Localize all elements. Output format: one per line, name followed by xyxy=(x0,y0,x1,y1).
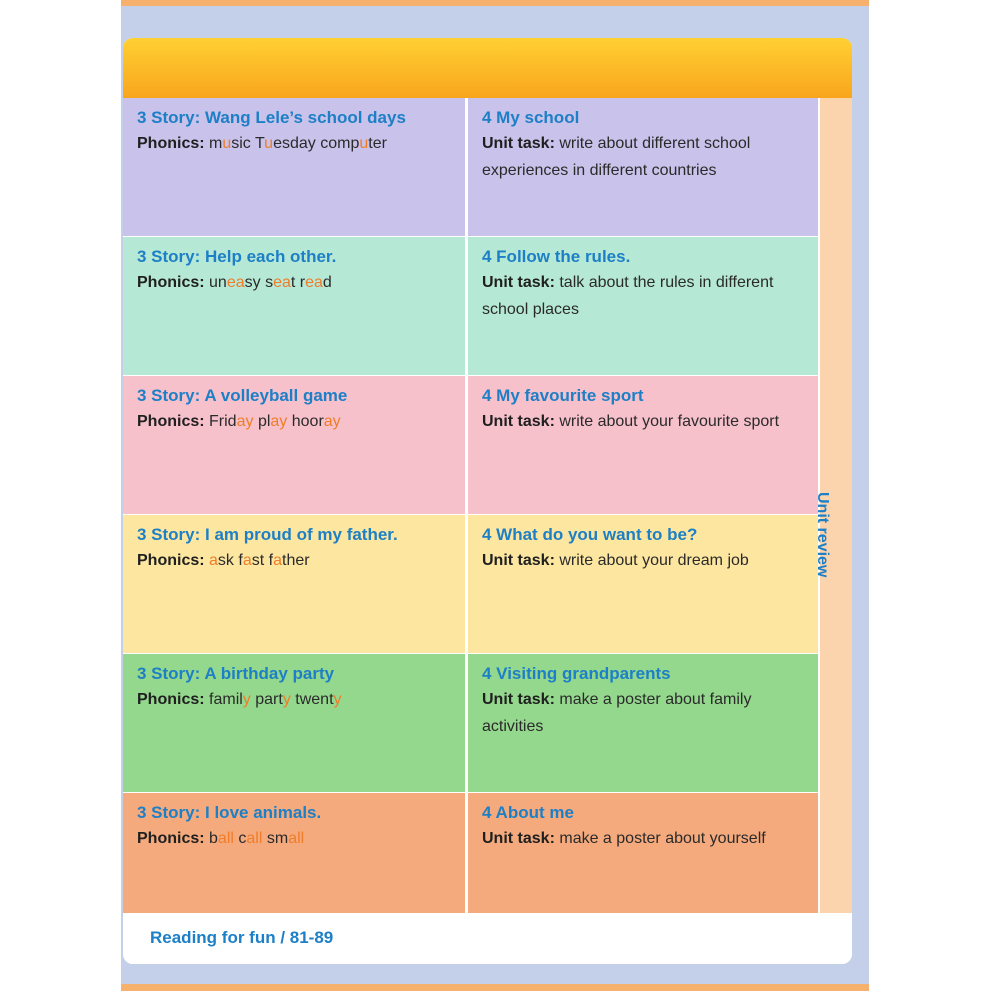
phonics-line xyxy=(137,130,453,157)
phonics-line xyxy=(137,547,453,574)
phonics-highlight: ea xyxy=(273,274,291,291)
phonics-segment: sm xyxy=(266,830,289,847)
unit-cell xyxy=(468,793,818,931)
story-cell xyxy=(123,98,468,236)
unit-cell xyxy=(468,237,818,375)
phonics-segment: sk xyxy=(217,552,234,569)
left-margin xyxy=(0,0,121,991)
unit-review-label: Unit review xyxy=(814,492,831,578)
phonics-segment: un xyxy=(209,274,227,291)
unit-task-label: Unit task: xyxy=(482,413,555,430)
phonics-word xyxy=(255,135,316,152)
phonics-highlight: u xyxy=(222,135,232,152)
phonics-word xyxy=(295,691,341,708)
bottom-stripe xyxy=(121,984,869,991)
phonics-segment: f xyxy=(238,552,243,569)
story-cell xyxy=(123,515,468,653)
phonics-segment: m xyxy=(209,135,223,152)
contents-row-6 xyxy=(123,793,818,931)
phonics-segment: famil xyxy=(209,691,243,708)
unit-task-text: write about your dream job xyxy=(559,552,749,569)
unit-title[interactable]: 4 My school xyxy=(482,108,580,127)
phonics-segment: part xyxy=(255,691,283,708)
story-title[interactable]: 3 Story: A volleyball game xyxy=(137,386,348,405)
unit-cell xyxy=(468,654,818,792)
phonics-label: Phonics: xyxy=(137,274,205,291)
phonics-word xyxy=(255,691,291,708)
phonics-highlight: a xyxy=(242,552,252,569)
phonics-segment: c xyxy=(238,830,247,847)
phonics-segment: T xyxy=(254,135,265,152)
phonics-word xyxy=(269,552,310,569)
phonics-segment: pl xyxy=(257,413,271,430)
phonics-line xyxy=(137,686,453,713)
phonics-label: Phonics: xyxy=(137,552,205,569)
phonics-highlight: u xyxy=(264,135,274,152)
phonics-highlight: ay xyxy=(236,413,254,430)
phonics-words xyxy=(209,830,304,847)
phonics-highlight: u xyxy=(359,135,369,152)
contents-card xyxy=(123,38,852,964)
unit-task-line xyxy=(482,547,806,574)
contents-row-1 xyxy=(123,98,818,236)
phonics-words xyxy=(209,413,341,430)
unit-task-text: talk about the rules in different school places xyxy=(482,274,774,318)
unit-task-label: Unit task: xyxy=(482,274,555,291)
story-title[interactable]: 3 Story: I am proud of my father. xyxy=(137,525,398,544)
unit-task-text: make a poster about family activities xyxy=(482,691,752,735)
story-cell xyxy=(123,237,468,375)
unit-task-text: write about your favourite sport xyxy=(559,413,780,430)
unit-cell xyxy=(468,376,818,514)
phonics-highlight: y xyxy=(282,691,291,708)
phonics-word xyxy=(265,274,295,291)
top-stripe xyxy=(121,0,869,6)
phonics-highlight: a xyxy=(209,552,218,569)
unit-cell xyxy=(468,515,818,653)
contents-row-4 xyxy=(123,515,818,653)
unit-task-line xyxy=(482,686,806,740)
phonics-segment: twent xyxy=(295,691,334,708)
phonics-highlight: all xyxy=(246,830,263,847)
phonics-words xyxy=(209,691,342,708)
phonics-highlight: a xyxy=(273,552,282,569)
unit-cell xyxy=(468,98,818,236)
phonics-segment: ther xyxy=(282,552,310,569)
unit-task-label: Unit task: xyxy=(482,830,555,847)
phonics-segment: ter xyxy=(368,135,387,152)
phonics-segment: comp xyxy=(320,135,360,152)
right-margin xyxy=(869,0,991,991)
phonics-segment: sic xyxy=(231,135,251,152)
contents-page xyxy=(121,0,869,991)
phonics-highlight: y xyxy=(333,691,342,708)
phonics-label: Phonics: xyxy=(137,135,205,152)
phonics-segment: esday xyxy=(273,135,316,152)
unit-title[interactable]: 4 Visiting grandparents xyxy=(482,664,671,683)
unit-task-label: Unit task: xyxy=(482,691,555,708)
unit-task-text: write about different school experiences in different countries xyxy=(482,135,751,179)
phonics-words xyxy=(209,135,387,152)
phonics-word xyxy=(292,413,341,430)
phonics-words xyxy=(209,552,310,569)
phonics-word xyxy=(209,830,234,847)
phonics-segment: s xyxy=(265,274,274,291)
phonics-word xyxy=(209,552,234,569)
phonics-word xyxy=(238,830,262,847)
phonics-word xyxy=(209,413,253,430)
story-cell xyxy=(123,654,468,792)
unit-title[interactable]: 4 About me xyxy=(482,803,574,822)
phonics-highlight: ay xyxy=(270,413,288,430)
story-cell xyxy=(123,376,468,514)
contents-row-2 xyxy=(123,237,818,375)
unit-task-line xyxy=(482,825,806,852)
phonics-highlight: all xyxy=(288,830,305,847)
phonics-highlight: all xyxy=(217,830,234,847)
unit-title[interactable]: 4 My favourite sport xyxy=(482,386,644,405)
phonics-word xyxy=(209,691,251,708)
story-title[interactable]: 3 Story: Help each other. xyxy=(137,247,337,266)
phonics-segment: t xyxy=(290,274,296,291)
phonics-segment: d xyxy=(322,274,332,291)
phonics-highlight: y xyxy=(242,691,251,708)
phonics-segment: st xyxy=(251,552,265,569)
unit-task-line xyxy=(482,269,806,323)
phonics-line xyxy=(137,269,453,296)
phonics-segment: hoor xyxy=(291,413,324,430)
story-title[interactable]: 3 Story: I love animals. xyxy=(137,803,322,822)
phonics-highlight: ea xyxy=(226,274,245,291)
unit-title[interactable]: 4 Follow the rules. xyxy=(482,247,631,266)
unit-task-label: Unit task: xyxy=(482,135,555,152)
phonics-segment: b xyxy=(209,830,218,847)
story-cell xyxy=(123,793,468,931)
unit-task-label: Unit task: xyxy=(482,552,555,569)
phonics-word xyxy=(300,274,332,291)
phonics-segment: f xyxy=(268,552,274,569)
contents-row-3 xyxy=(123,376,818,514)
phonics-label: Phonics: xyxy=(137,830,205,847)
card-header-band xyxy=(123,38,852,98)
unit-task-line xyxy=(482,130,806,184)
phonics-label: Phonics: xyxy=(137,691,205,708)
reading-for-fun-link[interactable]: Reading for fun / 81-89 xyxy=(150,928,334,947)
phonics-highlight: ay xyxy=(323,413,341,430)
contents-row-5 xyxy=(123,654,818,792)
phonics-word xyxy=(238,552,264,569)
phonics-word xyxy=(209,135,251,152)
unit-task-text: make a poster about yourself xyxy=(559,830,766,847)
phonics-segment: r xyxy=(299,274,306,291)
phonics-words xyxy=(209,274,332,291)
unit-title[interactable]: 4 What do you want to be? xyxy=(482,525,698,544)
phonics-segment: Frid xyxy=(209,413,237,430)
phonics-segment: sy xyxy=(244,274,261,291)
phonics-word xyxy=(258,413,287,430)
phonics-word xyxy=(209,274,261,291)
phonics-line xyxy=(137,408,453,435)
unit-task-line xyxy=(482,408,806,435)
story-title[interactable]: 3 Story: Wang Lele’s school days xyxy=(137,108,406,127)
phonics-word xyxy=(320,135,387,152)
phonics-line xyxy=(137,825,453,852)
phonics-highlight: ea xyxy=(305,274,323,291)
phonics-label: Phonics: xyxy=(137,413,205,430)
story-title[interactable]: 3 Story: A birthday party xyxy=(137,664,335,683)
phonics-word xyxy=(267,830,304,847)
